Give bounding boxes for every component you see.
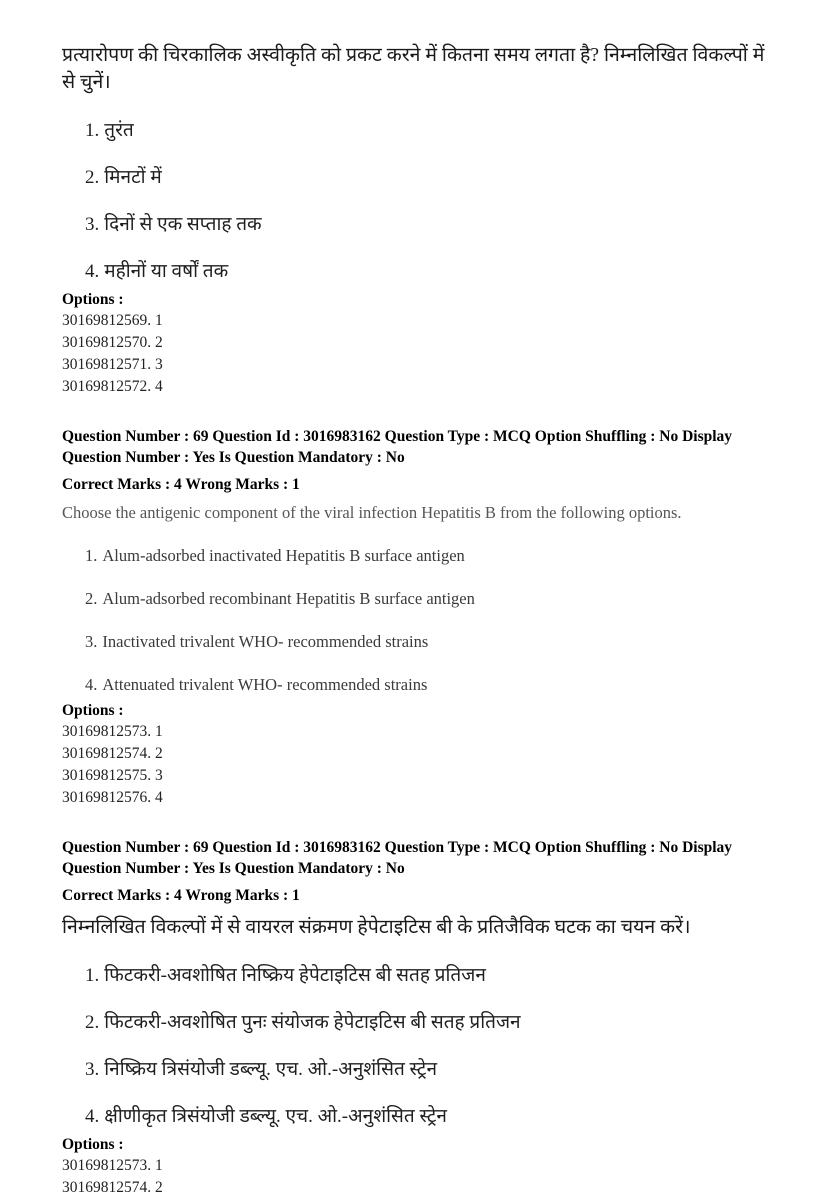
option-number: 3. bbox=[85, 632, 98, 651]
question-marks-line: Correct Marks : 4 Wrong Marks : 1 bbox=[62, 887, 300, 904]
option-text: निष्क्रिय त्रिसंयोजी डब्ल्यू. एच. ओ.-अनुशंसित स्ट्रेन bbox=[104, 1059, 438, 1080]
option-number: 4. bbox=[85, 261, 100, 282]
option-item bbox=[85, 119, 770, 143]
option-id: 30169812573. 1 bbox=[62, 723, 163, 740]
option-text: तुरंत bbox=[104, 120, 134, 141]
option-id: 30169812572. 4 bbox=[62, 378, 163, 395]
question-block-english bbox=[62, 426, 770, 809]
option-item bbox=[85, 675, 770, 695]
option-text: फिटकरी-अवशोषित पुनः संयोजक हेपेटाइटिस बी सतह प्रतिजन bbox=[104, 1012, 521, 1033]
question-block-hindi-2 bbox=[62, 837, 770, 1199]
option-item bbox=[85, 589, 770, 609]
options-label: Options : bbox=[62, 291, 124, 308]
option-text: फिटकरी-अवशोषित निष्क्रिय हेपेटाइटिस बी सतह प्रतिजन bbox=[104, 965, 486, 986]
option-text: दिनों से एक सप्ताह तक bbox=[104, 214, 262, 235]
option-id: 30169812573. 1 bbox=[62, 1157, 163, 1174]
question-text: Choose the antigenic component of the viral infection Hepatitis B from the following options. bbox=[62, 503, 682, 522]
option-text: मिनटों में bbox=[104, 167, 162, 188]
option-number: 2. bbox=[85, 167, 100, 188]
option-item bbox=[85, 546, 770, 566]
option-item bbox=[85, 1058, 770, 1082]
option-number: 3. bbox=[85, 214, 100, 235]
option-item bbox=[85, 632, 770, 652]
option-number: 2. bbox=[85, 1012, 100, 1033]
options-label: Options : bbox=[62, 702, 124, 719]
option-number: 4. bbox=[85, 675, 98, 694]
option-number: 1. bbox=[85, 965, 100, 986]
option-text: क्षीणीकृत त्रिसंयोजी डब्ल्यू. एच. ओ.-अनुशंसित स्ट्रेन bbox=[104, 1106, 447, 1127]
question-meta-header: Question Number : 69 Question Id : 3016983162 Question Type : MCQ Option Shuffling : No Display Question Number : Yes Is Question Mandatory : No bbox=[62, 839, 733, 877]
option-id: 30169812570. 2 bbox=[62, 334, 163, 351]
option-text: Attenuated trivalent WHO- recommended strains bbox=[102, 675, 428, 694]
option-number: 1. bbox=[85, 546, 98, 565]
option-id: 30169812575. 3 bbox=[62, 767, 163, 784]
options-label: Options : bbox=[62, 1136, 124, 1153]
question-block-hindi-1 bbox=[62, 42, 770, 398]
option-text: Alum-adsorbed recombinant Hepatitis B surface antigen bbox=[102, 589, 475, 608]
option-item bbox=[85, 1011, 770, 1035]
option-number: 4. bbox=[85, 1106, 100, 1127]
option-id: 30169812574. 2 bbox=[62, 1179, 163, 1196]
question-text: निम्नलिखित विकल्पों में से वायरल संक्रमण हेपेटाइटिस बी के प्रतिजैविक घटक का चयन करें। bbox=[62, 917, 691, 938]
option-item bbox=[85, 1105, 770, 1129]
option-text: महीनों या वर्षों तक bbox=[104, 261, 229, 282]
question-marks-line: Correct Marks : 4 Wrong Marks : 1 bbox=[62, 476, 300, 493]
question-meta-header: Question Number : 69 Question Id : 3016983162 Question Type : MCQ Option Shuffling : No Display Question Number : Yes Is Question Mandatory : No bbox=[62, 428, 733, 466]
option-id: 30169812576. 4 bbox=[62, 789, 163, 806]
option-item bbox=[85, 964, 770, 988]
option-text: Inactivated trivalent WHO- recommended strains bbox=[102, 632, 429, 651]
option-text: Alum-adsorbed inactivated Hepatitis B surface antigen bbox=[102, 546, 465, 565]
option-number: 3. bbox=[85, 1059, 100, 1080]
option-id: 30169812569. 1 bbox=[62, 312, 163, 329]
option-id: 30169812571. 3 bbox=[62, 356, 163, 373]
option-id: 30169812574. 2 bbox=[62, 745, 163, 762]
option-item bbox=[85, 213, 770, 237]
option-item bbox=[85, 260, 770, 284]
option-item bbox=[85, 166, 770, 190]
option-number: 1. bbox=[85, 120, 100, 141]
option-number: 2. bbox=[85, 589, 98, 608]
question-text: प्रत्यारोपण की चिरकालिक अस्वीकृति को प्रकट करने में कितना समय लगता है? निम्नलिखित विकल्पों में से चुनें। bbox=[62, 45, 765, 93]
